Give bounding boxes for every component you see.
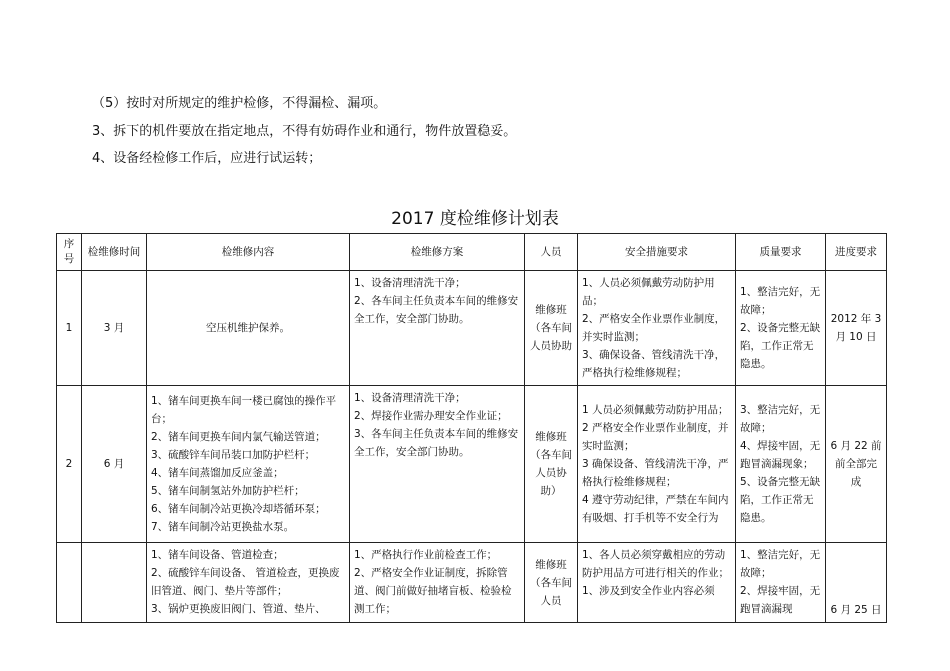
plan-line: 2、严格安全作业证制度，拆除管道、阀门前做好抽堵盲板、检验检测工作； (354, 567, 512, 615)
cell-quality (736, 543, 826, 623)
header-plan: 检维修方案 (350, 234, 525, 271)
safety-line: 1、涉及到安全作业内容必须 (582, 585, 715, 597)
cell-progress: 6 月 25 日 (826, 543, 887, 623)
quality-line: 2、设备完整无缺陷，工作正常无隐患。 (740, 322, 821, 370)
content-line: 4、锗车间蒸馏加反应釜盖； (151, 467, 284, 479)
safety-line: 1、各人员必须穿戴相应的劳动防护用品方可进行相关的作业； (582, 549, 729, 579)
cell-safety (578, 543, 736, 623)
quality-line: 1、整洁完好，无故障； (740, 549, 821, 579)
cell-plan (350, 386, 525, 543)
safety-line: 3 确保设备、管线清洗干净，严格执行检维修规程； (582, 458, 729, 488)
content-line: 6、锗车间制冷站更换冷却塔循环泵； (151, 503, 326, 515)
cell-no: 1 (57, 271, 82, 386)
paragraph-3: 4、设备经检修工作后，应进行试运转； (92, 151, 322, 166)
plan-line: 1、设备清理清洗干净； (354, 392, 466, 404)
content-line: 5、锗车间制氢站外加防护栏杆； (151, 485, 305, 497)
cell-staff: 维修班（各车间人员协助 (525, 271, 578, 386)
content-line: 7、锗车间制冷站更换盐水泵。 (151, 521, 295, 533)
cell-quality (736, 386, 826, 543)
plan-line: 3、各车间主任负责本车间的维修安全工作，安全部门协助。 (354, 428, 519, 458)
header-safety: 安全措施要求 (578, 234, 736, 271)
safety-line: 3、确保设备、管线清洗干净，严格执行检维修规程； (582, 349, 726, 379)
table-title: 2017 度检维修计划表 (391, 209, 559, 229)
safety-line: 2 严格安全作业票作业制度，并实时监测； (582, 422, 729, 452)
content-line: 2、硫酸锌车间设备、 管道检查，更换废旧管道、阀门、垫片等部件； (151, 567, 340, 597)
cell-content (147, 386, 350, 543)
header-staff: 人员 (525, 234, 578, 271)
table-header-row (57, 234, 887, 271)
plan-line: 2、焊接作业需办理安全作业证； (354, 410, 508, 422)
cell-no: 2 (57, 386, 82, 543)
header-quality: 质量要求 (736, 234, 826, 271)
cell-progress: 6 月 22 前前全部完成 (826, 386, 887, 543)
content-line: 3、锅炉更换废旧阀门、管道、垫片、 (151, 603, 326, 615)
cell-time (82, 543, 147, 623)
header-time: 检维修时间 (82, 234, 147, 271)
table-row (57, 543, 887, 623)
cell-safety (578, 386, 736, 543)
content-line: 1、锗车间更换车间一楼已腐蚀的操作平台； (151, 395, 337, 425)
content-line: 空压机维护保养。 (206, 322, 290, 334)
paragraph-2: 3、拆下的机件要放在指定地点，不得有妨碍作业和通行，物件放置稳妥。 (92, 124, 517, 139)
content-line: 2、锗车间更换车间内氯气输送管道； (151, 431, 326, 443)
quality-line: 3、整洁完好，无故障； (740, 404, 821, 434)
cell-time: 6 月 (82, 386, 147, 543)
cell-progress: 2012 年 3 月 10 日 (826, 271, 887, 386)
plan-line: 1、严格执行作业前检查工作； (354, 549, 498, 561)
header-no: 序号 (57, 234, 82, 271)
safety-line: 1、人员必须佩戴劳动防护用品； (582, 277, 715, 307)
header-progress: 进度要求 (826, 234, 887, 271)
cell-plan (350, 271, 525, 386)
quality-line: 5、设备完整无缺陷，工作正常无隐患。 (740, 476, 821, 524)
cell-staff: 维修班（各车间人员 (525, 543, 578, 623)
maintenance-plan-table (56, 233, 887, 623)
safety-line: 2、严格安全作业票作业制度，并实时监测； (582, 313, 726, 343)
quality-line: 4、焊接牢固，无跑冒滴漏现象； (740, 440, 821, 470)
table-row (57, 271, 887, 386)
cell-staff: 维修班（各车间人员协助） (525, 386, 578, 543)
content-line: 3、硫酸锌车间吊装口加防护栏杆； (151, 449, 316, 461)
cell-content (147, 271, 350, 386)
cell-content (147, 543, 350, 623)
cell-quality (736, 271, 826, 386)
safety-line: 4 遵守劳动纪律，严禁在车间内有吸烟、打手机等不安全行为 (582, 494, 729, 524)
cell-no (57, 543, 82, 623)
content-line: 1、锗车间设备、管道检查； (151, 549, 284, 561)
cell-time: 3 月 (82, 271, 147, 386)
plan-line: 2、各车间主任负责本车间的维修安全工作，安全部门协助。 (354, 295, 519, 325)
paragraph-1: （5）按时对所规定的维护检修，不得漏检、漏项。 (92, 96, 387, 111)
quality-line: 1、整洁完好，无故障； (740, 286, 821, 316)
plan-line: 1、设备清理清洗干净； (354, 277, 466, 289)
table-row (57, 386, 887, 543)
header-content: 检维修内容 (147, 234, 350, 271)
quality-line: 2、焊接牢固，无跑冒滴漏现 (740, 585, 821, 615)
cell-safety (578, 271, 736, 386)
cell-plan (350, 543, 525, 623)
safety-line: 1 人员必须佩戴劳动防护用品； (582, 404, 729, 416)
